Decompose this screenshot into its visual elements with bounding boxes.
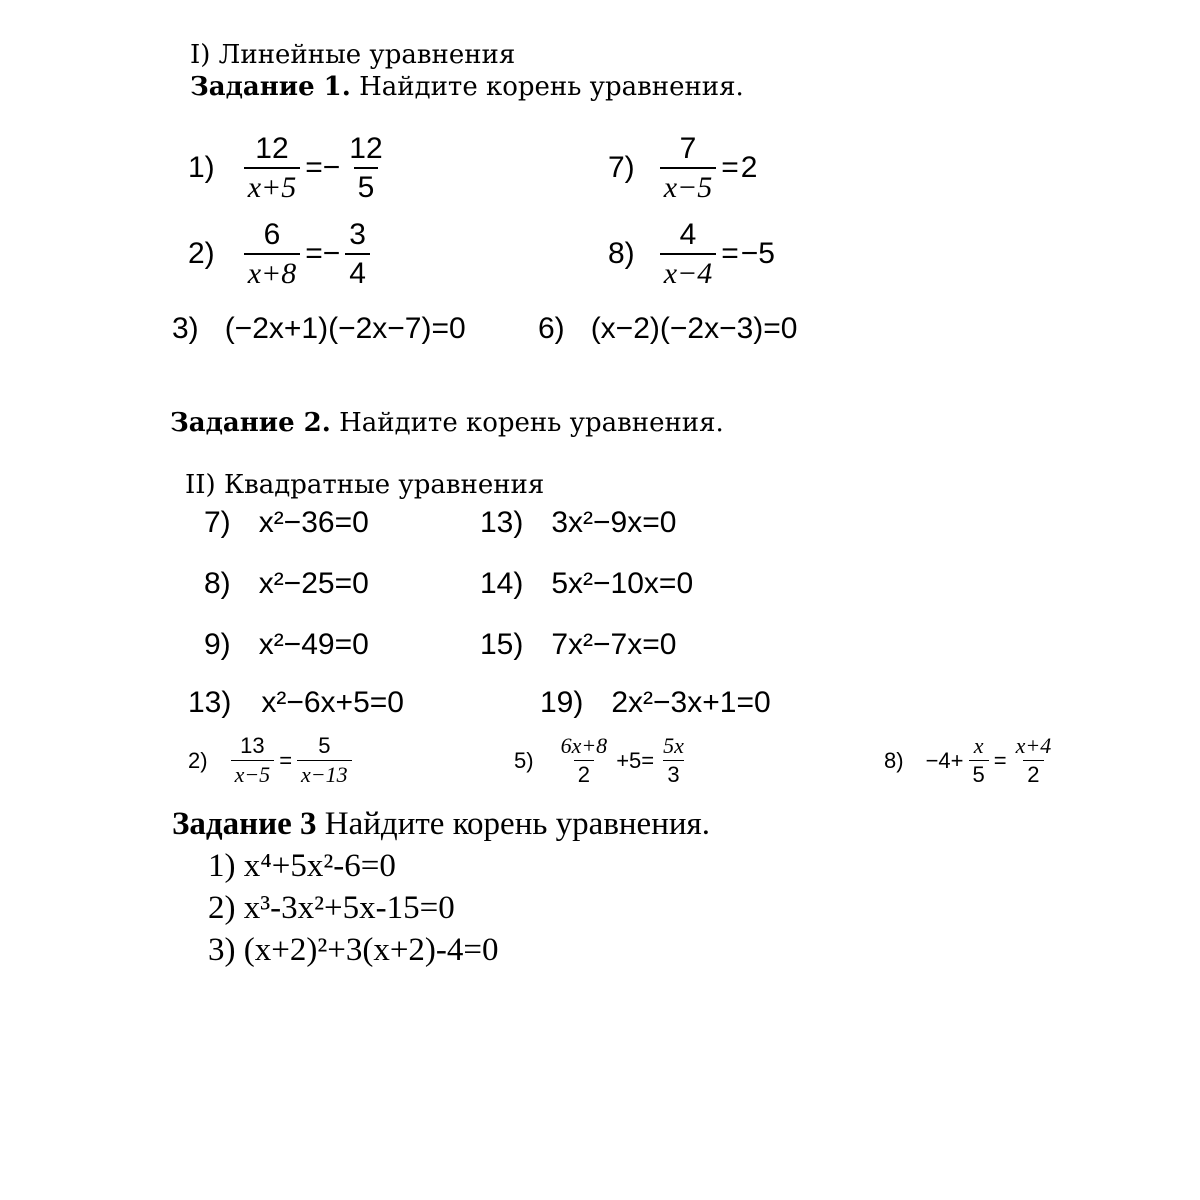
item-number: 2) [188,237,215,270]
equation-1: 1) $\frac{12}{x+5}$ =− $\frac{12}{5}$ [188,132,390,204]
item-number: 3) [172,312,199,345]
rational-5 [514,734,691,787]
quad-19 [540,686,771,720]
equation-text: x²−36=0 [258,506,369,539]
section-title-quadratic: II) Квадратные уравнения [185,470,545,500]
item-number: 13) [188,686,232,719]
operator-text: +5= [616,747,655,773]
denominator: x+5 [247,171,297,204]
numerator: 6 [263,218,281,251]
numerator: 4 [679,218,697,251]
task3-text: Найдите корень уравнения. [324,806,710,842]
equation-3 [172,312,466,346]
denominator: x−5 [234,762,271,788]
item-number: 15) [480,628,524,661]
task3-item: 2) x³-3x²+5x-15=0 [208,890,455,926]
numerator: x [973,733,984,758]
task3-item: 3) (x+2)²+3(x+2)-4=0 [208,932,499,968]
quad-7 [204,506,369,540]
section-title-linear: I) Линейные уравнения [190,40,516,70]
equation-text: 2x²−3x+1=0 [611,686,771,719]
equation-7: 7) $\frac{7}{x-5}$ = 2 [608,132,758,204]
task3-label: Задание 3 [172,806,317,842]
equation-8: 8) $\frac{4}{x-4}$ = −5 [608,218,775,290]
denominator: 5 [354,167,379,204]
task1-heading [190,72,744,102]
task1-label: Задание 1. [190,72,351,102]
numerator: 12 [349,132,383,165]
equation-text: x²−6x+5=0 [261,686,404,719]
denominator: x−4 [663,257,713,290]
denominator: 4 [345,253,370,290]
equation-text: 5x²−10x=0 [551,567,694,600]
equation-text: (−2x+1)(−2x−7)=0 [224,312,466,345]
task2-label: Задание 2. [170,408,331,438]
rhs-value: 2 [740,151,758,184]
denominator: x+8 [247,257,297,290]
item-number: 7) [204,506,231,539]
task2-heading [170,408,724,438]
rhs-value: −5 [740,237,775,270]
item-number: 7) [608,151,635,184]
item-number: 5) [514,747,534,773]
quad-15 [480,628,676,662]
equation-text: 3x²−9x=0 [551,506,677,539]
equation-text: x²−25=0 [258,567,369,600]
equation-text: x²−49=0 [258,628,369,661]
denominator: 2 [574,760,594,787]
rational-8: 8) −4+ $\frac{x}{5}$ = $\frac{x+4}{2}$ [884,733,1052,788]
numerator: 7 [679,132,697,165]
task2-text: Найдите корень уравнения. [339,408,724,438]
numerator: 12 [255,132,289,165]
denominator: x−5 [663,171,713,204]
task1-text: Найдите корень уравнения. [359,72,744,102]
equation-text: 7x²−7x=0 [551,628,677,661]
item-number: 8) [204,567,231,600]
equation-6 [538,312,797,346]
numerator: 5 [318,733,331,758]
numerator: x+4 [1015,733,1052,758]
item-number: 8) [608,237,635,270]
quad-9 [204,628,369,662]
item-number: 1) [188,151,215,184]
denominator: x−13 [301,762,348,788]
item-number: 2) [188,747,208,773]
item-number: 19) [540,686,584,719]
denominator: 2 [1023,760,1043,787]
item-number: 14) [480,567,524,600]
item-number: 9) [204,628,231,661]
quad-13a [188,686,404,720]
item-number: 8) [884,747,904,773]
numerator: 3 [349,218,366,251]
denominator: 5 [969,760,989,787]
numerator: 6x+8 [560,733,608,758]
task3-heading [172,806,710,843]
denominator: 3 [663,760,683,787]
item-number: 13) [480,506,524,539]
quad-14 [480,567,693,601]
operator-text: −4+ [925,747,964,773]
quad-8 [204,567,369,601]
numerator: 13 [240,733,265,758]
item-number: 6) [538,312,565,345]
rational-2: 2) $\frac{13}{x-5}$ = $\frac{5}{x-13}$ [188,734,355,787]
equation-2: 2) $\frac{6}{x+8}$ =− $\frac{3}{4}$ [188,218,373,290]
equation-text: (x−2)(−2x−3)=0 [590,312,798,345]
task3-item: 1) x⁴+5x²-6=0 [208,848,396,884]
numerator: 5x [663,733,684,758]
quad-13 [480,506,676,540]
